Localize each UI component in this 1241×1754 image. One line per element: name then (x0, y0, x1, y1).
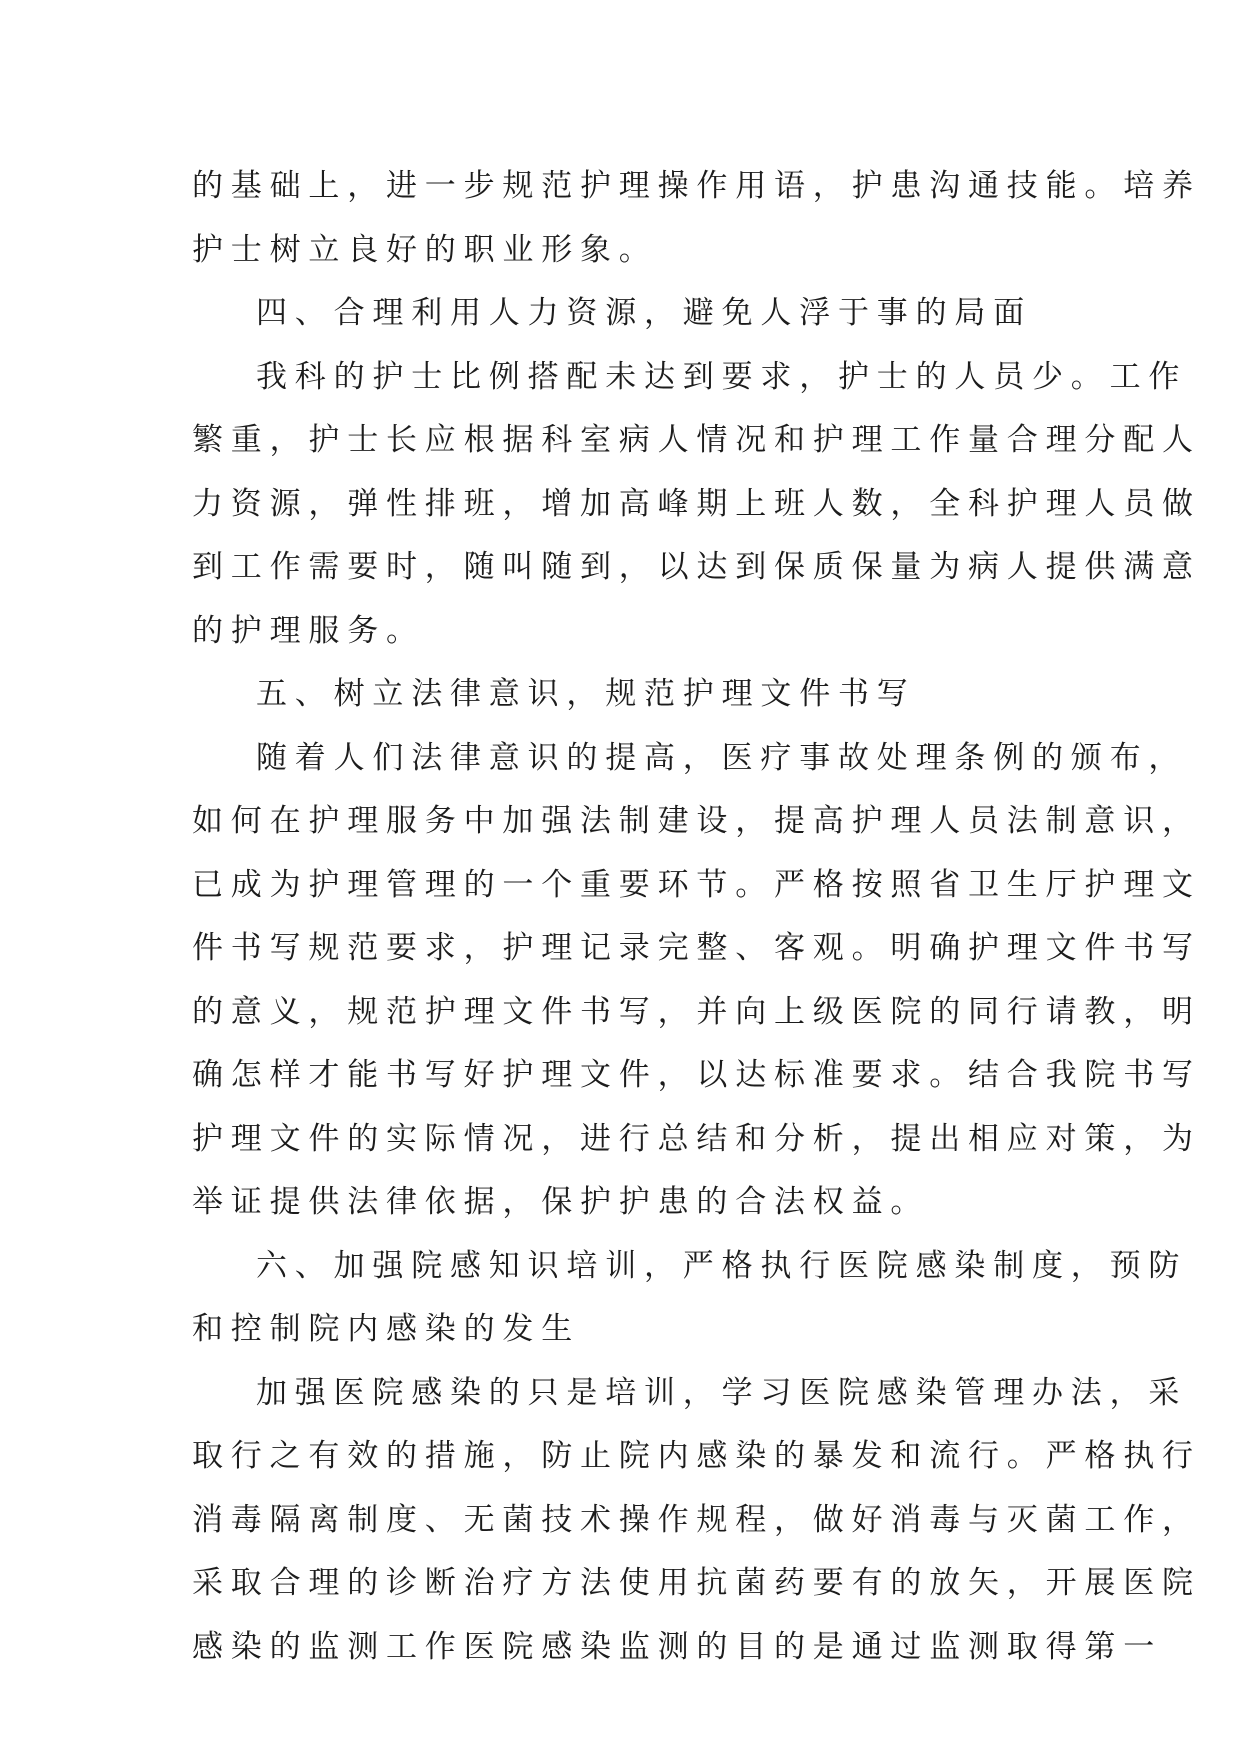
text-line: 随着人们法律意识的提高，医疗事故处理条例的颁布， (256, 739, 1188, 776)
text-line: 加强医院感染的只是培训，学习医院感染管理办法，采 (256, 1374, 1188, 1411)
section-heading: 五、树立法律意识，规范护理文件书写 (256, 676, 916, 712)
section-heading: 六、加强院感知识培训，严格执行医院感染制度，预防 (256, 1247, 1188, 1284)
section-heading: 四、合理利用人力资源，避免人浮于事的局面 (256, 295, 1032, 331)
text-line: 力资源，弹性排班，增加高峰期上班人数，全科护理人员做 (192, 485, 1201, 522)
text-line: 取行之有效的措施，防止院内感染的暴发和流行。严格执行 (192, 1438, 1201, 1474)
section-heading: 和控制院内感染的发生 (192, 1311, 580, 1347)
text-line: 采取合理的诊断治疗方法使用抗菌药要有的放矢，开展医院 (192, 1565, 1201, 1601)
text-line: 繁重，护士长应根据科室病人情况和护理工作量合理分配人 (192, 422, 1201, 458)
text-line: 到工作需要时，随叫随到，以达到保质保量为病人提供满意 (192, 549, 1201, 585)
text-line: 确怎样才能书写好护理文件，以达标准要求。结合我院书写 (192, 1057, 1201, 1093)
text-line: 感染的监测工作医院感染监测的目的是通过监测取得第一 (192, 1628, 1162, 1665)
text-line: 的护理服务。 (192, 612, 425, 649)
text-line: 件书写规范要求，护理记录完整、客观。明确护理文件书写 (192, 930, 1201, 966)
text-line: 已成为护理管理的一个重要环节。严格按照省卫生厅护理文 (192, 866, 1201, 903)
text-line: 举证提供法律依据，保护护患的合法权益。 (192, 1184, 930, 1220)
text-line: 护理文件的实际情况，进行总结和分析，提出相应对策，为 (192, 1120, 1201, 1157)
text-line: 护士树立良好的职业形象。 (192, 231, 658, 268)
text-line: 消毒隔离制度、无菌技术操作规程，做好消毒与灭菌工作， (192, 1501, 1201, 1538)
text-line: 我科的护士比例搭配未达到要求，护士的人员少。工作 (256, 358, 1188, 395)
document-body (192, 155, 1201, 1679)
text-line: 的基础上，进一步规范护理操作用语，护患沟通技能。培养 (192, 168, 1201, 204)
text-line: 如何在护理服务中加强法制建设，提高护理人员法制意识， (192, 803, 1201, 839)
text-line: 的意义，规范护理文件书写，并向上级医院的同行请教，明 (192, 993, 1201, 1030)
